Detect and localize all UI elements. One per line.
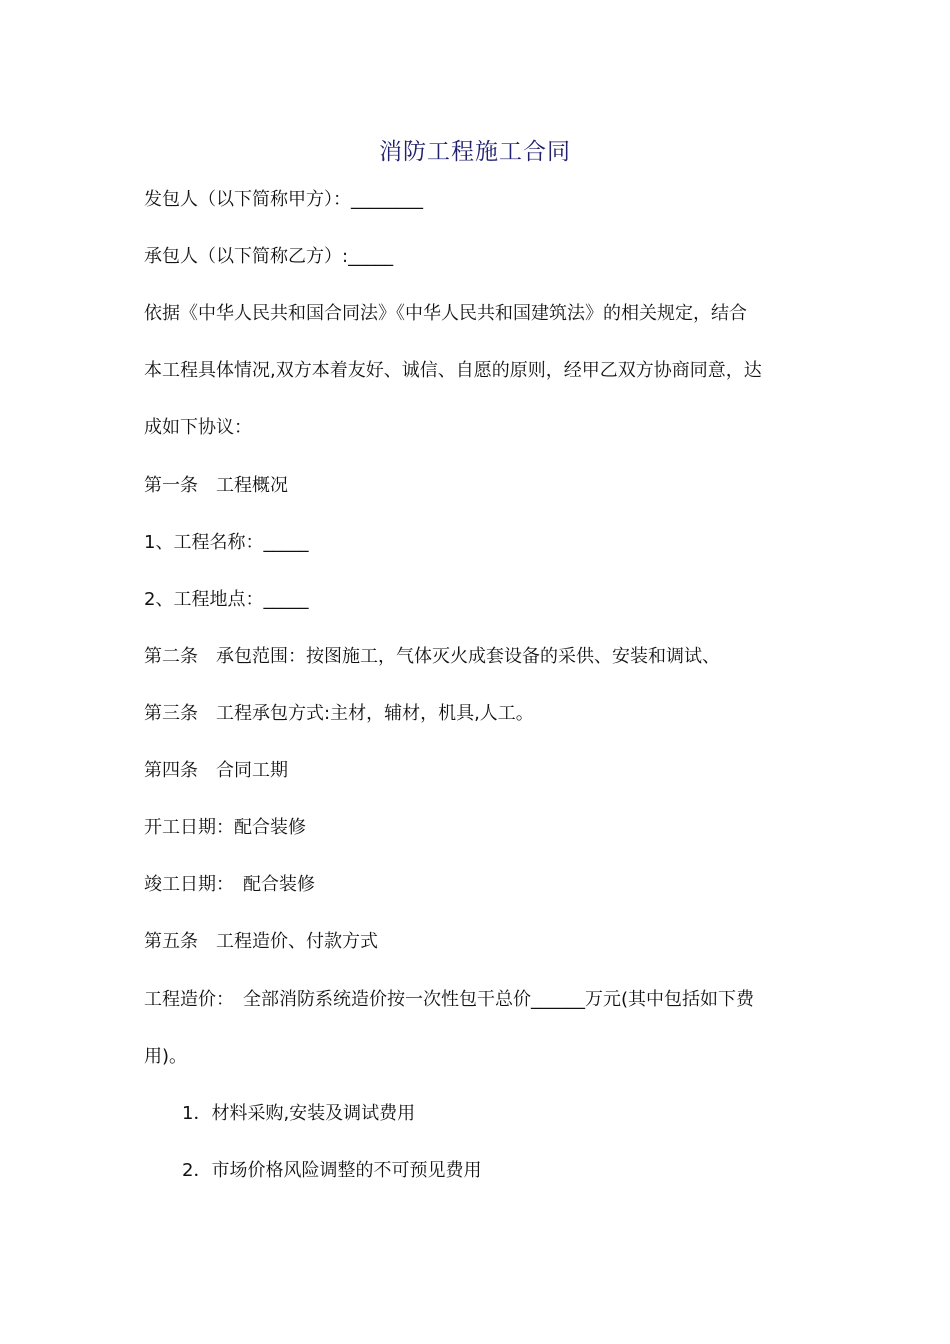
cost-item-1: 1．材料采购,安装及调试费用 — [182, 1103, 416, 1124]
article-5-heading: 第五条 工程造价、付款方式 — [144, 931, 378, 952]
party-a-line: 发包人（以下简称甲方）：________ — [144, 189, 423, 210]
cost-line-2: 用)。 — [144, 1046, 188, 1067]
cost-item-2: 2．市场价格风险调整的不可预见费用 — [182, 1160, 482, 1181]
preamble-line-2: 本工程具体情况,双方本着友好、诚信、自愿的原则，经甲乙双方协商同意，达 — [144, 360, 762, 381]
completion-date-line: 竣工日期： 配合装修 — [144, 874, 315, 895]
project-name-line: 1、工程名称：_____ — [144, 532, 309, 553]
preamble-line-1: 依据《中华人民共和国合同法》《中华人民共和国建筑法》的相关规定，结合 — [144, 303, 747, 324]
cost-line-1: 工程造价： 全部消防系统造价按一次性包干总价______万元(其中包括如下费 — [144, 989, 755, 1010]
article-3-line: 第三条 工程承包方式:主材，辅材，机具,人工。 — [144, 703, 534, 724]
preamble-line-3: 成如下协议： — [144, 417, 252, 438]
start-date-line: 开工日期：配合装修 — [144, 817, 306, 838]
article-1-heading: 第一条 工程概况 — [144, 475, 288, 496]
project-location-line: 2、工程地点：_____ — [144, 589, 309, 610]
article-2-line: 第二条 承包范围：按图施工，气体灭火成套设备的采供、安装和调试、 — [144, 646, 720, 667]
party-b-line: 承包人（以下简称乙方）:_____ — [144, 246, 394, 267]
article-4-heading: 第四条 合同工期 — [144, 760, 288, 781]
document-title: 消防工程施工合同 — [379, 139, 571, 165]
